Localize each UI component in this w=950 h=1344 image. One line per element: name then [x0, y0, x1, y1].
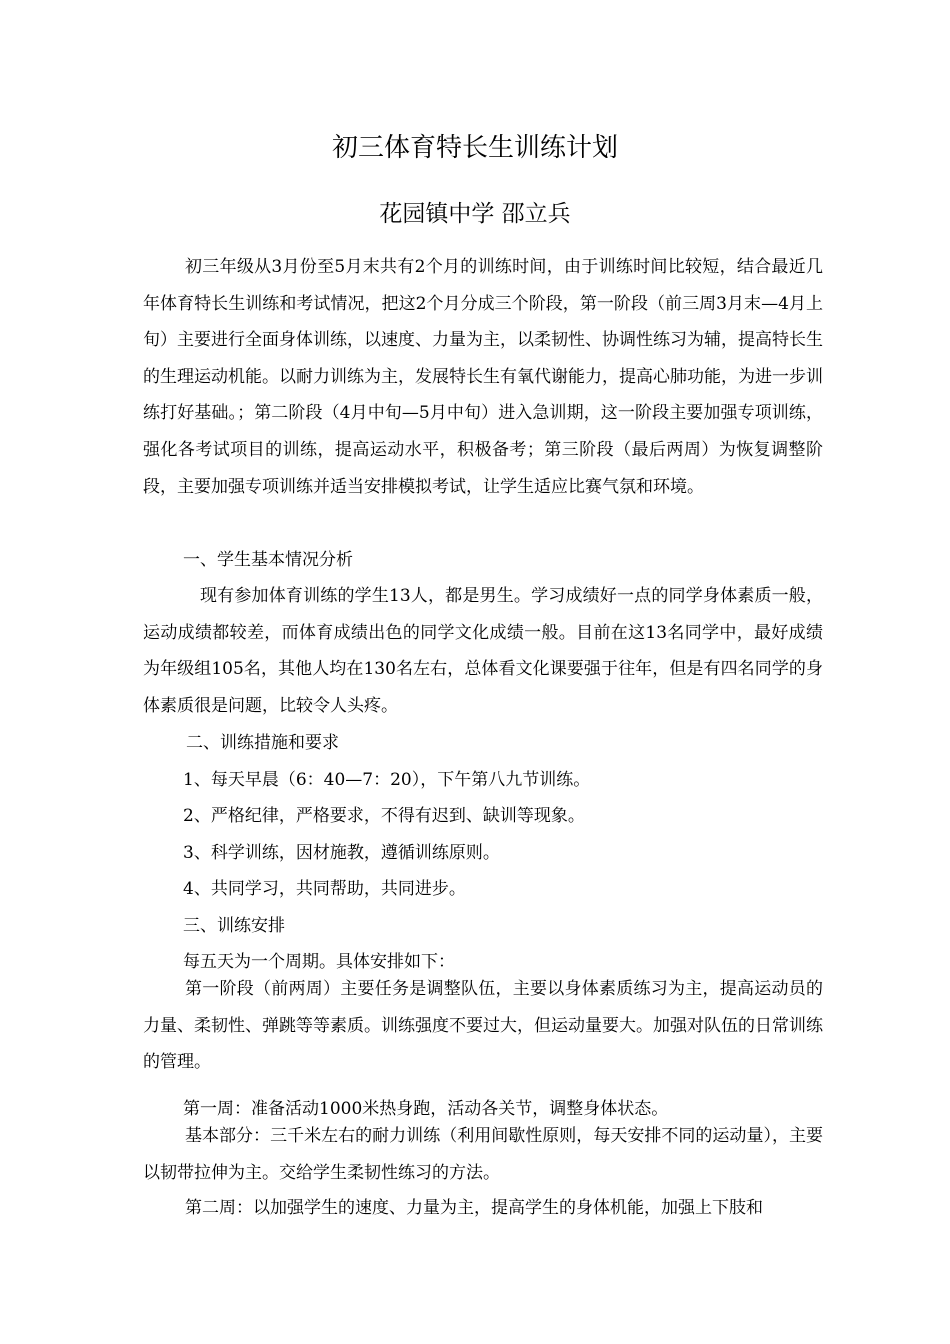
measure-item-1: 1、每天早晨（6：40—7：20），下午第八九节训练。 [183, 770, 591, 790]
basic-part-paragraph: 基本部分：三千米左右的耐力训练（利用间歇性原则，每天安排不同的运动量），主要以韧带拉伸为主。交给学生柔韧性练习的方法。 [143, 1126, 823, 1183]
week1-line: 第一周：准备活动1000米热身跑，活动各关节，调整身体状态。 [183, 1099, 669, 1119]
document-title: 初三体育特长生训练计划 [331, 133, 618, 163]
intro-paragraph: 初三年级从3月份至5月末共有2个月的训练时间，由于训练时间比较短，结合最近几年体育特长生训练和考试情况，把这2个月分成三个阶段，第一阶段（前三周3月末—4月上旬）主要进行全面身体训练，以速度、力量为主，以柔韧性、协调性练习为辅，提高特长生的生理运动机能。以耐力训练为主，发展特长生有氧代谢能力，提高心肺功能，为进一步训练打好基础。；第二阶段（4月中旬—5月中旬）进入急训期，这一阶段主要加强专项训练，强化各考试项目的训练，提高运动水平，积极备考；第三阶段（最后两周）为恢复调整阶段，主要加强专项训练并适当安排模拟考试，让学生适应比赛气氛和环境。 [143, 257, 823, 497]
measure-item-2: 2、严格纪律，严格要求，不得有迟到、缺训等现象。 [183, 806, 585, 826]
cycle-note: 每五天为一个周期。具体安排如下： [183, 952, 455, 972]
student-analysis-paragraph: 现有参加体育训练的学生13人，都是男生。学习成绩好一点的同学身体素质一般，运动成绩都较差，而体育成绩出色的同学文化成绩一般。目前在这13名同学中，最好成绩为年级组105名，其他人均在130名左右，总体看文化课要强于往年，但是有四名同学的身体素质很是问题，比较令人头疼。 [143, 586, 823, 716]
measure-item-4: 4、共同学习，共同帮助，共同进步。 [183, 879, 466, 899]
phase1-paragraph: 第一阶段（前两周）主要任务是调整队伍，主要以身体素质练习为主，提高运动员的力量、柔韧性、弹跳等等素质。训练强度不要过大，但运动量要大。加强对队伍的日常训练的管理。 [143, 979, 823, 1073]
week2-paragraph: 第二周：以加强学生的速度、力量为主，提高学生的身体机能，加强上下肢和 [185, 1198, 763, 1218]
measure-item-3: 3、科学训练，因材施教，遵循训练原则。 [183, 843, 500, 863]
document-author: 花园镇中学 邵立兵 [379, 201, 571, 227]
section-heading-arrangement: 三、训练安排 [183, 916, 285, 936]
section-heading-student-analysis: 一、学生基本情况分析 [183, 550, 353, 570]
section-heading-measures: 二、训练措施和要求 [186, 733, 339, 753]
